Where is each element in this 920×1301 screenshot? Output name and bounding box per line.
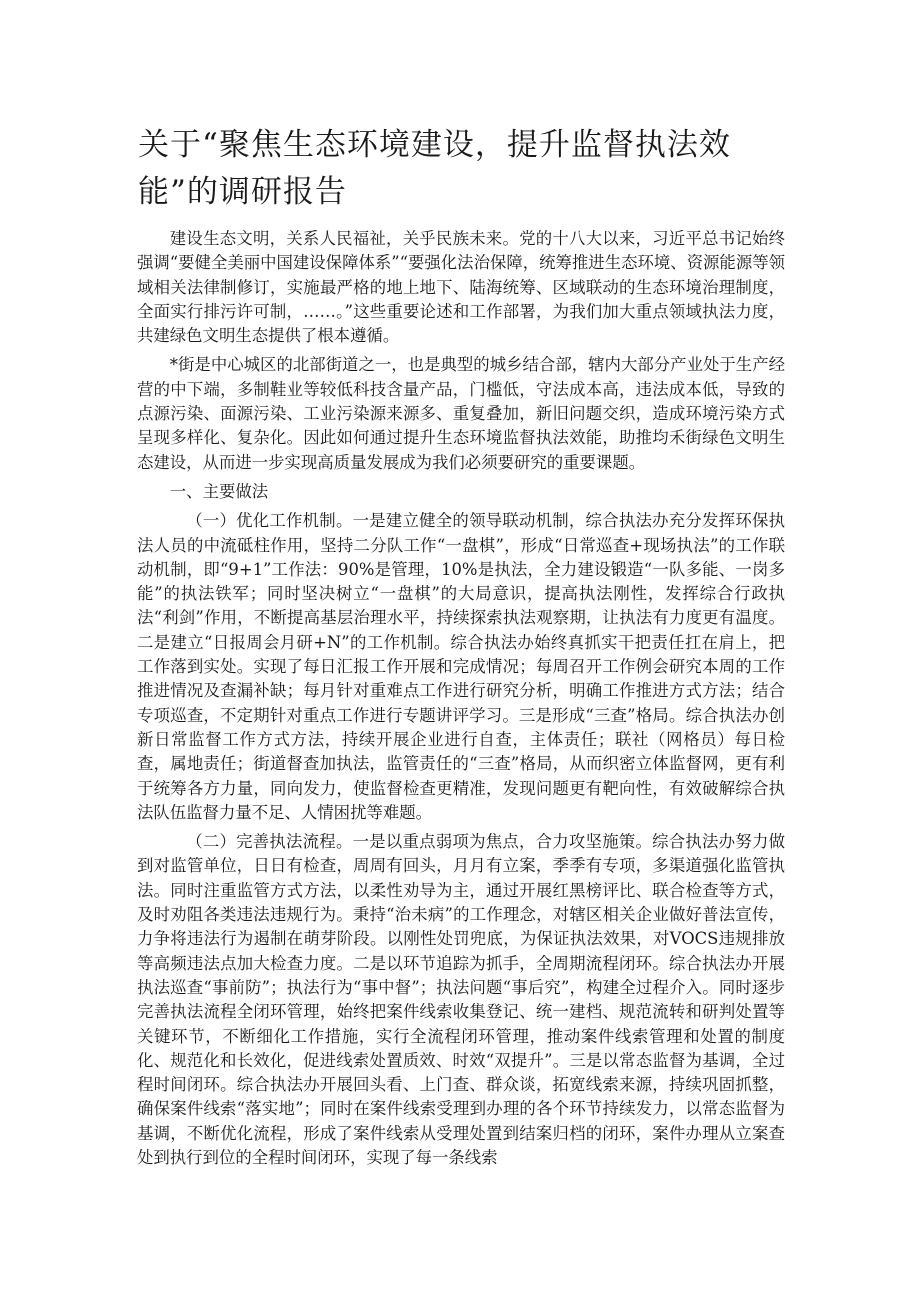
- intro-paragraph: 建设生态文明，关系人民福祉，关乎民族未来。党的十八大以来，习近平总书记始终强调“要健全美丽中国建设保障体系”“要强化法治保障，统筹推进生态环境、资源能源等领域相关法律制修订，实施最严格的地上地下、陆海统筹、区域联动的生态环境治理制度，全面实行排污许可制，……。”这些重要论述和工作部署，为我们加大重点领域执法力度，共建绿色文明生态提供了根本遵循。: [137, 229, 785, 346]
- subsection-improve-process: （二）完善执法流程。一是以重点弱项为焦点，合力攻坚施策。综合执法办努力做到对监管单位，日日有检查，周周有回头，月月有立案，季季有专项，多渠道强化监管执法。同时注重监管方式方法，以柔性劝导为主，通过开展红黑榜评比、联合检查等方式，及时劝阻各类违法违规行为。秉持“治未病”的工作理念，对辖区相关企业做好普法宣传，力争将违法行为遏制在萌芽阶段。以刚性处罚兜底，为保证执法效果，对VOCS违规排放等高频违法点加大检查力度。二是以环节追踪为抓手，全周期流程闭环。综合执法办开展执法巡查“事前防”；执法行为“事中督”；执法问题“事后究”，构建全过程介入。同时逐步完善执法流程全闭环管理，始终把案件线索收集登记、统一建档、规范流转和研判处置等关键环节，不断细化工作措施，实行全流程闭环管理，推动案件线索管理和处置的制度化、规范化和长效化，促进线索处置质效、时效“双提升”。三是以常态监督为基调，全过程时间闭环。综合执法办开展回头看、上门查、群众谈，拓宽线索来源，持续巩固抓整，确保案件线索“落实地”；同时在案件线索受理到办理的各个环节持续发力，以常态监督为基调，不断优化流程，形成了案件线索从受理处置到结案归档的闭环，案件办理从立案查处到执行到位的全程时间闭环，实现了每一条线索: [137, 832, 785, 1167]
- section-heading-main-practices: 一、主要做法: [169, 481, 269, 501]
- document-title: 关于“聚焦生态环境建设，提升监督执法效能”的调研报告: [138, 127, 731, 210]
- subsection-optimize-mechanism: （一）优化工作机制。一是建立健全的领导联动机制，综合执法办充分发挥环保执法人员的中流砥柱作用，坚持二分队工作“一盘棋”，形成“日常巡查+现场执法”的工作联动机制，即“9+1”工作法：90%是管理，10%是执法，全力建设锻造“一队多能、一岗多能”的执法铁军；同时坚决树立“一盘棋”的大局意识，提高执法刚性，发挥综合行政执法“利剑”作用，不断提高基层治理水平，持续探索执法观察期，让执法有力度更有温度。二是建立“日报周会月研+N”的工作机制。综合执法办始终真抓实干把责任扛在肩上，把工作落到实处。实现了每日汇报工作开展和完成情况；每周召开工作例会研究本周的工作推进情况及查漏补缺；每月针对重难点工作进行研究分析，明确工作推进方式方法；结合专项巡查，不定期针对重点工作进行专题讲评学习。三是形成“三查”格局。综合执法办创新日常监督工作方式方法，持续开展企业进行自查，主体责任；联社（网格员）每日检查，属地责任；街道督查加执法，监管责任的“三查”格局，从而织密立体监督网，更有利于统筹各方力量，同向发力，使监督检查更精准，发现问题更有靶向性，有效破解综合执法队伍监督力量不足、人情困扰等难题。: [137, 511, 785, 822]
- document-body: [137, 227, 785, 1175]
- background-paragraph: *街是中心城区的北部街道之一，也是典型的城乡结合部，辖内大部分产业处于生产经营的中下端，多制鞋业等较低科技含量产品，门槛低，守法成本高，违法成本低，导致的点源污染、面源污染、工业污染源来源多、重复叠加，新旧问题交织，造成环境污染方式呈现多样化、复杂化。因此如何通过提升生态环境监督执法效能，助推均禾街绿色文明生态建设，从而进一步实现高质量发展成为我们必须要研究的重要课题。: [137, 355, 785, 472]
